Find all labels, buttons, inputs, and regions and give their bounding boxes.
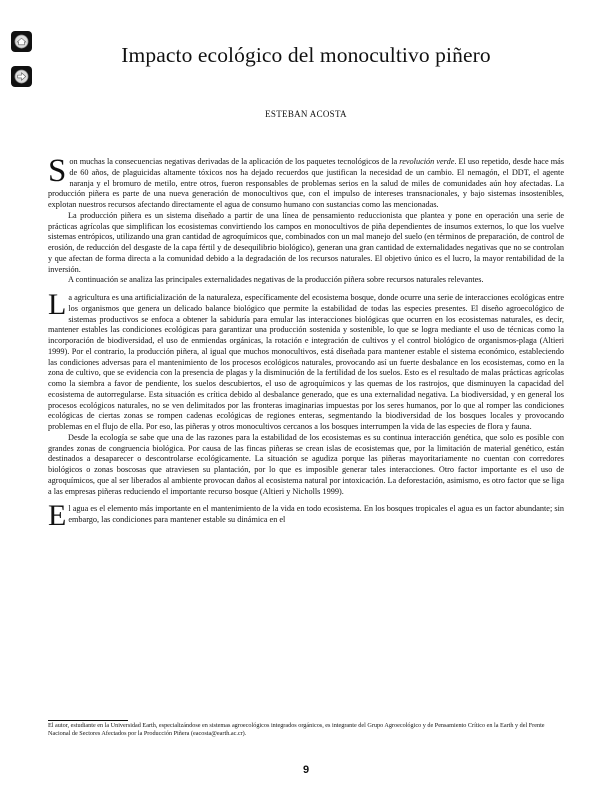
drop-cap: S bbox=[48, 153, 67, 189]
paragraph-4: La agricultura es una artificialización de la naturaleza, específicamente del ecosistema bosque, donde ocurre una serie de interacciones ecológicas entre los organismos que genera un delicado balance biológico que permite la estabilidad de todas las especies presentes. El diseño agroecológico de sistemas productivos se enfoca a obtener la sabiduría para emular las interacciones biológicas que ocurren en los ecosistemas naturales, es decir, mantener estables las condiciones ecológicas para garantizar una producción sostenida y sostenible, lo que se logra mediante el uso de técnicas como la incorporación de biodiversidad, el uso de enmiendas orgánicas, la rotación e integración de cultivos y el control biológico de organismos-plaga (Altieri 1999). Por el contrario, la producción piñera, al igual que muchos monocultivos, está diseñada para mantener estable el sistema económico, estableciendo las condiciones adversas para el mantenimiento de los procesos ecológicos naturales, provocando así un fuerte desbalance en los ecosistemas, como en la zona de cultivo, que se evidencia con la presencia de plagas y la disminución de la fertilidad de los suelos. Esto es el resultado de malas prácticas agrícolas como la siembra a favor de pendiente, los suelos descubiertos, el uso de agroquímicos y las quemas de los rastrojos, que disminuyen la capacidad del ecosistema de autorregularse. Esta situación es crítica debido al desbalance generado, que es una externalidad negativa. La biodiversidad, y en general los procesos ecológicos naturales, no se ven delimitados por las fronteras imaginarias impuestas por los seres humanos, por lo que al romper las condiciones ecológicas de ciertas zonas se rompen cadenas ecológicas de regiones enteras, segmentando la biodiversidad de los bosques locales y provocando problemas en el flujo de ella. Por eso, las piñeras y otros monocultivos cercanos a los bosques interrumpen la vida de las especies de flora y fauna. bbox=[48, 288, 564, 431]
paragraph-5: Desde la ecología se sabe que una de las razones para la estabilidad de los ecosistemas es su continua interacción genética, que solo es posible con grandes zonas de congruencia biológica. Por causa de las fincas piñeras se crean islas de ecosistemas que, por la limitación de material genético, están destinados a desaparecer o descontrolarse ecológicamente. La situación se agudiza porque las piñeras mayoritariamente no cuentan con corredores biológicos o zonas boscosas que atraviesen su plantación, por lo que es imposible generar tales interacciones. Otro factor importante es el uso de agroquímicos, que al ser liberados al ambiente provocan daños al ecosistema natural por intoxicación. La deforestación, asimismo, es otro factor que se liga a las empresas piñeras reduciendo el importante recurso bosque (Altieri y Nicholls 1999). bbox=[48, 432, 564, 496]
footnote: El autor, estudiante en la Universidad Earth, especializándose en sistemas agroecológicos integrados orgánicos, es integrante del Grupo Agroecológico y de Pensamiento Crítico en la Earth y del Frente Nacional de Sectores Afectados por la Producción Piñera (eacosta@earth.ac.cr). bbox=[48, 722, 545, 738]
footnote-rule bbox=[48, 720, 128, 721]
paragraph-2: La producción piñera es un sistema diseñado a partir de una línea de pensamiento reduccionista que plantea y pone en operación una serie de prácticas agrícolas que simplifican los ecosistemas convirtiendo los campos en monocultivos de piña dependientes de insumos externos, lo que los vuelve sistemas entrópicos, utilizando una gran cantidad de agroquímicos que, combinados con un mal manejo del suelo (en términos de preparación, de control de erosión, de reducción del desgaste de la capa fértil y de desequilibrio biológico), generan una gran cantidad de externalidades negativas que no se controlan y que afectan de forma directa a la comunidad debido a la degradación de los recursos naturales. El objetivo único es el lucro, la mayor rentabilidad de la inversión. bbox=[48, 210, 564, 274]
paragraph-1: Son muchas la consecuencias negativas derivadas de la aplicación de los paquetes tecnológicos de la revolución verde. El uso repetido, desde hace más de 60 años, de plaguicidas altamente tóxicos nos ha dejado recuerdos que justifican la necesidad de un cambio. El nemagón, el DDT, el agente naranja y el bromuro de metilo, entre otros, fueron responsables de problemas serios en la salud de miles de comunidades aún hoy afectadas. La producción piñera es parte de una nueva generación de monocultivos que, con el impulso de intereses transnacionales, y bajo sistemas insostenibles, explotan nuestros recursos afectando directamente el agua de consumo humano con sustancias como las mencionadas. bbox=[48, 153, 564, 209]
drop-cap: L bbox=[48, 288, 67, 321]
paragraph-6: El agua es el elemento más importante en el mantenimiento de la vida en todo ecosistema. En los bosques tropicales el agua es un factor abundante; sin embargo, las condiciones para mantener estable su dinámica en el bbox=[48, 499, 564, 533]
article-body bbox=[48, 153, 564, 533]
author-name: ESTEBAN ACOSTA bbox=[265, 109, 347, 119]
page-number: 9 bbox=[302, 764, 310, 776]
next-page-button[interactable] bbox=[11, 66, 32, 87]
next-page-icon bbox=[14, 69, 29, 84]
drop-cap: E bbox=[48, 499, 67, 533]
paragraph-3: A continuación se analiza las principales externalidades negativas de la producción piñera sobre recursos naturales relevantes. bbox=[68, 275, 484, 285]
article-title: Impacto ecológico del monocultivo piñero bbox=[121, 43, 491, 67]
